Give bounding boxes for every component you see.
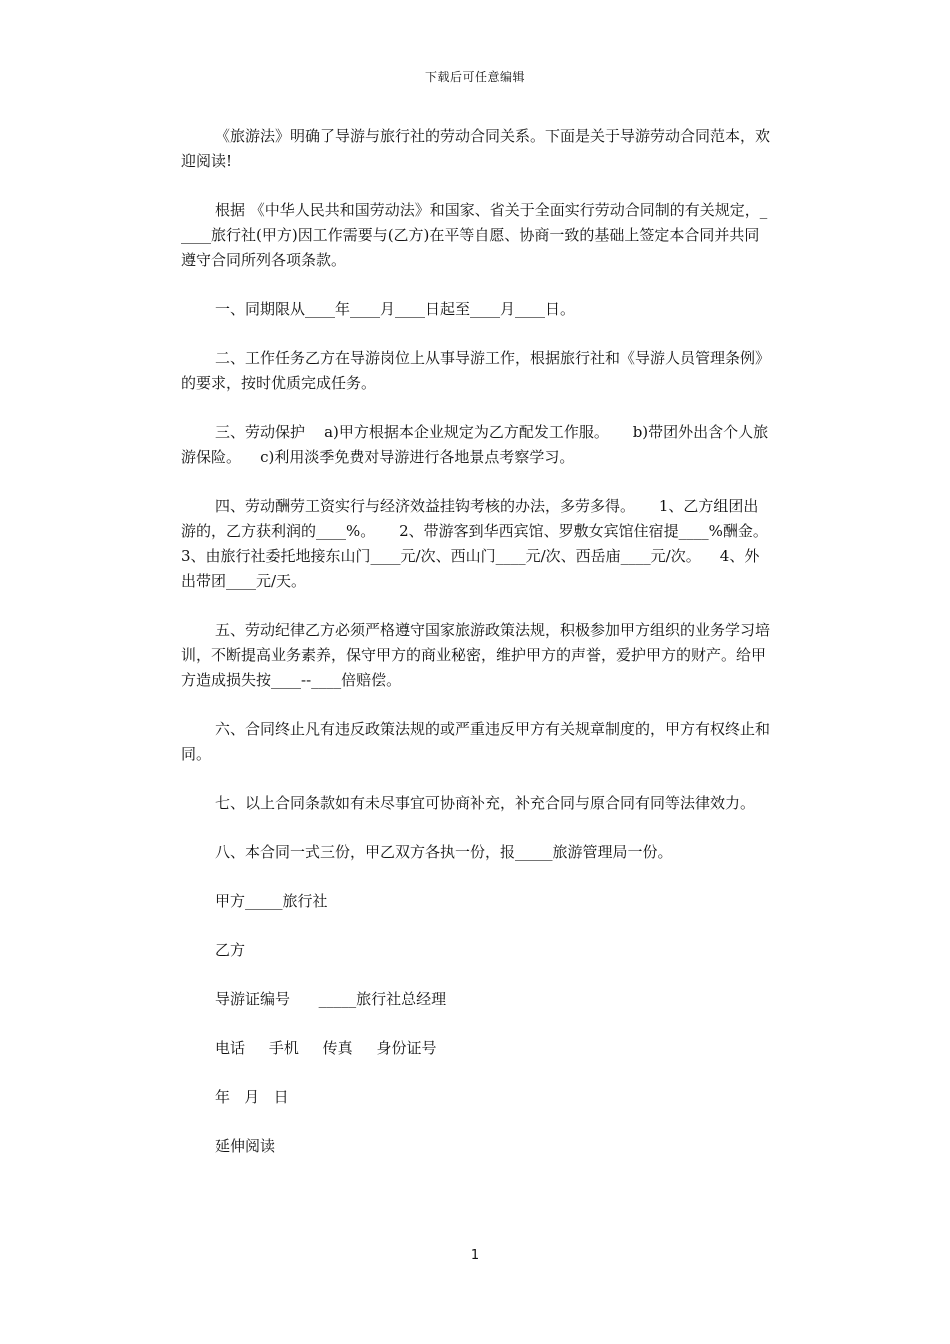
intro-paragraph: 《旅游法》明确了导游与旅行社的劳动合同关系。下面是关于导游劳动合同范本，欢迎阅读! [181, 127, 771, 170]
preamble-paragraph: 根据 《中华人民共和国劳动法》和国家、省关于全面实行劳动合同制的有关规定，_____旅行社(甲方)因工作需要与(乙方)在平等自愿、协商一致的基础上签定本合同并共同遵守合同所列各项条款。 [181, 201, 768, 269]
page-header: 下载后可任意编辑 [424, 70, 525, 84]
clause-4-remuneration: 四、劳动酬劳工资实行与经济效益挂钩考核的办法，多劳多得。 1、乙方组团出游的，乙方获利润的____%。 2、带游客到华西宾馆、罗敷女宾馆住宿提____%酬金。 3、由旅行社委托地接东山门____元/次、西山门____元/次、西岳庙____元/次。 4、外出带团____元/天。 [181, 497, 792, 590]
clause-8-copies: 八、本合同一式三份，甲乙双方各执一份，报_____旅游管理局一份。 [215, 843, 673, 861]
clause-1-term: 一、同期限从____年____月____日起至____月____日。 [215, 300, 576, 318]
guide-id-line: 导游证编号 _____旅行社总经理 [215, 990, 447, 1008]
clause-6-termination: 六、合同终止凡有违反政策法规的或严重违反甲方有关规章制度的，甲方有权终止和同。 [181, 720, 771, 763]
clause-3-protection: 三、劳动保护 a)甲方根据本企业规定为乙方配发工作服。 b)带团外出含个人旅游保险。 c)利用淡季免费对导游进行各地景点考察学习。 [181, 423, 769, 466]
page-number: 1 [470, 1248, 480, 1263]
clause-5-discipline: 五、劳动纪律乙方必须严格遵守国家旅游政策法规，积极参加甲方组织的业务学习培训，不断提高业务素养，保守甲方的商业秘密，维护甲方的声誉，爱护甲方的财产。给甲方造成损失按____--____倍赔偿。 [181, 621, 771, 689]
party-b-signature-line: 乙方 [215, 941, 246, 959]
contact-info-line: 电话 手机 传真 身份证号 [215, 1039, 437, 1057]
date-line: 年 月 日 [215, 1088, 289, 1106]
extended-reading-heading: 延伸阅读 [215, 1137, 276, 1155]
clause-7-supplement: 七、以上合同条款如有未尽事宜可协商补充，补充合同与原合同有同等法律效力。 [215, 794, 756, 812]
party-a-signature-line: 甲方_____旅行社 [215, 892, 328, 910]
document-body [181, 124, 792, 1183]
clause-2-duties: 二、工作任务乙方在导游岗位上从事导游工作，根据旅行社和《导游人员管理条例》的要求，按时优质完成任务。 [181, 349, 771, 392]
